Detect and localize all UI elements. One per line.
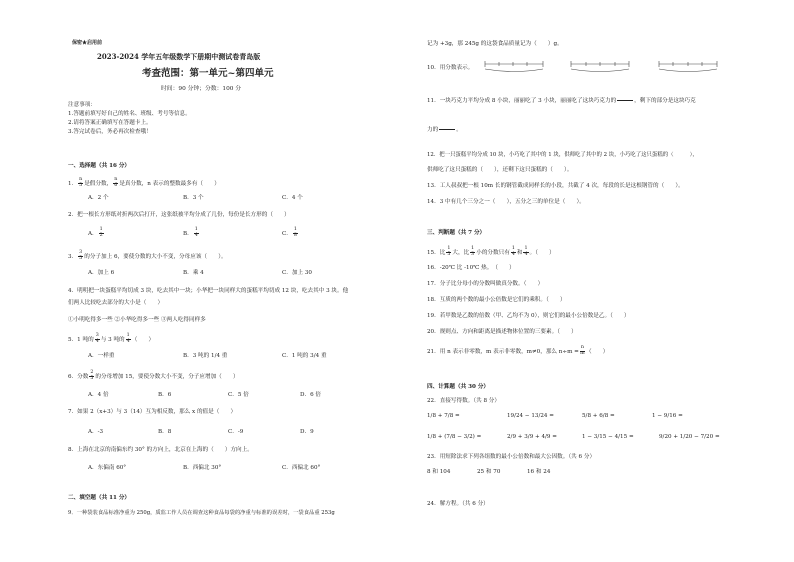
question-5: 5．1 吨的 $\frac{3}{4}$ 与 3 吨的 $\frac{1}{4}$ （ ） <box>68 333 155 344</box>
option: C．-9 <box>228 429 244 435</box>
question-9: 9．一种袋装食品标准净重为 250g，质监工作人员在调查这种食品每袋的净重与标准的误差时，一袋食品重 253g <box>68 510 335 516</box>
question-4-line2: 们两人比较吃去部分的大小是（ ） <box>68 300 164 306</box>
option: B．6 <box>158 392 172 398</box>
question-11-line2: 力的 。 <box>427 127 462 133</box>
option: B． $\frac{1}{4}$ <box>183 227 198 238</box>
question-8: 8．上海在北京的南偏东约 30° 的方向上，北京在上海的（ ）方向上。 <box>68 447 253 453</box>
question-22: 22．直接写得数。（共 8 分） <box>427 398 500 404</box>
question-17: 17．分子比分母小的分数叫做真分数。（ ） <box>427 281 544 287</box>
question-14: 14．3 中有几个三分之一（ ），五分之三的单位是（ ）。 <box>427 199 585 205</box>
question-11: 11．一块巧克力平均分成 8 小块，丽丽吃了 3 小块，丽丽吃了这块巧克力的 ，剩下的部分是这块巧克 <box>427 98 696 104</box>
exam-scope: 考查范围：第一单元~第四单元 <box>142 68 274 79</box>
calc-item: 19/24 − 13/24 = <box>507 413 554 419</box>
question-7: 7．如果 2（x+3）与 3（14）互为相反数，那么 x 的值是（ ） <box>68 409 237 415</box>
option: B．3 个 <box>183 195 204 201</box>
calc-item: 1/8 + (7/8 − 3/2) = <box>427 434 482 440</box>
question-3: 3． $\frac{3}{5}$ 的分子加上 6，要使分数的大小不变，分母应该（ ）。 <box>68 250 227 261</box>
calc-item: 5/8 + 6/8 = <box>582 413 615 419</box>
option: A．4 倍 <box>88 392 109 398</box>
question-2: 2．把一根长方形纸对折两次后打开，这张纸被平均分成了几份，每份是长方形的（ ） <box>68 212 290 218</box>
exam-title: 2023-2024 学年五年级数学下册期中测试卷青岛版 <box>97 52 261 61</box>
calc-item: 1/8 + 7/8 = <box>427 413 460 419</box>
question-4: 4．明明把一块蛋糕平均切成 3 块，吃去其中一块；小华把一块同样大的蛋糕平均切成 12 块，吃去其中 3 块。他 <box>68 288 349 294</box>
question-24: 24．解方程。（共 6 分） <box>427 501 489 507</box>
number-group: 25 和 70 <box>477 469 501 475</box>
question-15: 15．比 $\frac{1}{5}$ 大，比 $\frac{1}{3}$ 小的分数只有 $\frac{1}{4}$ 和 $\frac{1}{4}$ 。（ ） <box>427 246 555 257</box>
right-page <box>397 0 794 562</box>
option: D．6 倍 <box>300 392 322 398</box>
option: C．西偏北 60° <box>282 465 321 471</box>
question-19: 19．若甲数是乙数的倍数（甲、乙均不为 0），则它们的最小公倍数是乙。（ ） <box>427 313 630 319</box>
number-group: 8 和 104 <box>427 469 451 475</box>
question-6: 6．分数 $\frac{2}{5}$ 的分母增加 15，要使分数大小不变，分子应增加（ ） <box>68 370 239 381</box>
option: B．3 吨的 1/4 重 <box>183 353 228 359</box>
note-item: 3.答完试卷后，务必再次检查哦！ <box>68 129 152 135</box>
calc-item: 9/20 + 1/20 − 7/20 = <box>659 434 720 440</box>
question-10: 10．用分数表示。 <box>427 65 474 71</box>
question-12: 12．把一只蛋糕平均分成 10 块，小巧吃了其中的 1 块，供师吃了其中的 2 块，小巧吃了这只蛋糕的（ ）， <box>427 152 698 158</box>
option: A． $\frac{1}{2}$ <box>88 227 103 238</box>
section-heading: 四、计算题（共 30 分） <box>427 384 490 390</box>
calc-item: 2/9 + 3/9 + 4/9 = <box>507 434 557 440</box>
secret-mark: 保密★启用前 <box>72 40 103 46</box>
question-23: 23．用短除法求下列各组数的最小公倍数和最大公因数。（共 6 分） <box>427 454 596 460</box>
number-group: 16 和 24 <box>527 469 551 475</box>
question-9-line2: 记为 +3g，那 245g 的这袋食品质量记为（ ）g。 <box>427 41 563 47</box>
option: C．5 倍 <box>228 392 249 398</box>
question-20: 20．规则点、方向和距离是描述物体位置的三要素。（ ） <box>427 329 577 335</box>
note-item: 2.请将答案正确填写在答题卡上。 <box>68 120 152 126</box>
option: A．一样重 <box>88 353 115 359</box>
option: B．西偏北 30° <box>183 465 222 471</box>
question-12-line2: 供师吃了这只蛋糕的（ ），还剩下这只蛋糕的（ ）。 <box>427 167 573 173</box>
question-16: 16．-20℃ 比 -10℃ 热。 （ ） <box>427 265 515 271</box>
calc-item: 1 − 9/16 = <box>652 413 683 419</box>
notes-heading: 注意事项： <box>68 102 96 108</box>
option: D．9 <box>300 429 314 435</box>
option: A．2 个 <box>88 195 109 201</box>
time-score: 时间：90 分钟；分数：100 分 <box>161 86 242 92</box>
option: A．东偏南 60° <box>88 465 127 471</box>
section-heading: 三、判断题（共 7 分） <box>427 230 486 236</box>
option: A．-3 <box>88 429 104 435</box>
note-item: 1.答题前填写好自己的姓名、班级、考号等信息。 <box>68 111 191 117</box>
number-line-diagrams <box>483 58 763 76</box>
section-heading: 一、选择题（共 16 分） <box>68 163 131 169</box>
option: B．乘 4 <box>183 270 204 276</box>
section-heading: 二、填空题（共 11 分） <box>68 495 131 501</box>
question-18: 18．互质的两个数的最小公倍数是它们的乘积。（ ） <box>427 297 566 303</box>
question-21: 21．用 n 表示非零数，m 表示非零数，m≠0，那么 n÷m = $\frac{n}{m}$ （ ） <box>427 345 609 356</box>
option: A．加上 6 <box>88 270 115 276</box>
question-4-options: ①小明吃得多一些 ②小华吃得多一些 ③两人吃得同样多 <box>68 317 206 323</box>
question-1: 1． $\frac{n}{5}$ 是假分数， $\frac{n}{6}$ 是真分数，n 表示的整数最多有（ ） <box>68 177 220 188</box>
option: C． $\frac{1}{8}$ <box>282 227 297 238</box>
option: C．加上 30 <box>282 270 312 276</box>
question-13: 13．工人叔叔把一根 10m 长的钢管截成同样长的小段，共截了 4 次，每段的长是这根钢管的（ ）。 <box>427 183 684 189</box>
option: C．1 吨的 3/4 重 <box>282 353 327 359</box>
option: B．8 <box>158 429 172 435</box>
option: C．4 个 <box>282 195 303 201</box>
calc-item: 1 − 3/15 − 4/15 = <box>582 434 634 440</box>
